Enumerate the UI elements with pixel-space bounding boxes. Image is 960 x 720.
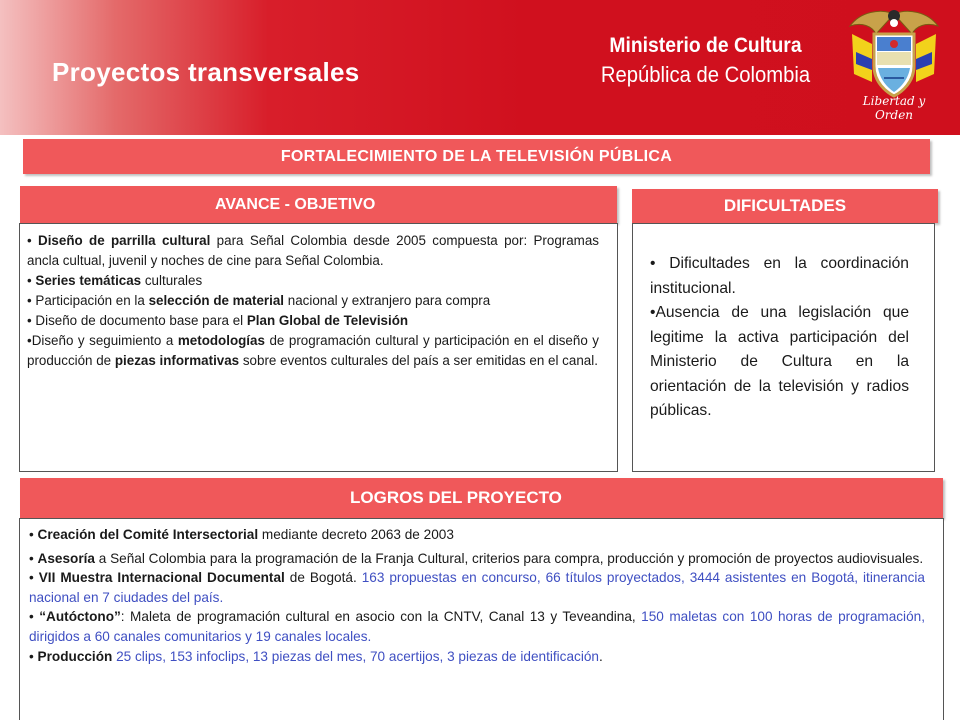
item-highlight-text: 25 clips, 153 infoclips, 13 piezas del mes, 70 acertijos, 3 piezas de identificación xyxy=(116,648,599,664)
logo-caption: Libertad y Orden xyxy=(862,94,926,122)
avance-heading: AVANCE - OBJETIVO xyxy=(20,186,617,223)
list-item xyxy=(27,231,599,271)
section-banner-main: FORTALECIMIENTO DE LA TELEVISIÓN PÚBLICA xyxy=(23,139,930,174)
item-text: de Bogotá. xyxy=(284,570,362,586)
list-item: •Ausencia de una legislación que legitime la activa participación del Ministerio de Cultura en la orientación de la televisión y radios públicas. xyxy=(650,304,909,419)
page-title: Proyectos transversales xyxy=(52,57,360,87)
bullet: • xyxy=(27,313,36,328)
item-text: Diseño y seguimiento a xyxy=(31,333,178,348)
item-bold-text: Diseño de parrilla cultural xyxy=(38,233,211,248)
item-text: . xyxy=(598,648,603,664)
bullet: • xyxy=(29,527,38,542)
colombia-coat-of-arms-icon xyxy=(842,4,946,102)
logros-list xyxy=(29,525,925,666)
item-text: para Señal Colombia desde 2005 compuesta por: Programas ancla cultual, juvenil y noches de cine para Señal Colombia. xyxy=(27,233,599,268)
item-text: mediante decreto 2063 de 2003 xyxy=(258,527,454,542)
item-text: sobre eventos culturales del país a ser emitidas en el canal. xyxy=(239,353,598,368)
item-text: de programación cultural y participación en el diseño y producción de xyxy=(27,333,599,368)
item-bold-text: metodologías xyxy=(177,333,265,348)
item-bold-text: VII Muestra Internacional Documental xyxy=(38,570,285,586)
item-bold-text: Plan Global de Televisión xyxy=(246,313,409,328)
item-text: Participación en la xyxy=(35,293,149,308)
logros-heading: LOGROS DEL PROYECTO xyxy=(20,478,943,518)
bullet: • xyxy=(29,609,40,625)
ministry-line2: República de Colombia xyxy=(600,62,811,87)
item-text: : Maleta de programación cultural en asocio con la CNTV, Canal 13 y Teveandina, xyxy=(120,609,642,625)
header-bar xyxy=(0,0,960,135)
list-item xyxy=(29,568,925,607)
list-item xyxy=(27,331,599,371)
item-text: . xyxy=(219,589,224,605)
avance-list xyxy=(27,231,599,371)
item-text: . xyxy=(367,628,372,644)
bullet: • xyxy=(27,333,32,348)
item-bold-text: selección de material xyxy=(148,293,285,308)
bullet: • xyxy=(29,570,39,586)
item-text: a Señal Colombia para la programación de la Franja Cultural, criterios para compra, producción y promoción de proyectos audiovisuales. xyxy=(94,550,924,566)
item-highlight-text: 150 maletas con 100 horas de programación, dirigidos a 60 canales comunitarios y 19 canales locales xyxy=(29,609,925,644)
item-text: culturales xyxy=(141,273,203,288)
ministry-name xyxy=(588,34,823,88)
list-item xyxy=(29,647,925,667)
list-item xyxy=(29,525,925,545)
dificultades-list xyxy=(650,252,909,424)
item-highlight-text: 163 propuestas en concurso, 66 títulos proyectados, 3444 asistentes en Bogotá, itinerancia nacional en 7 ciudades del país xyxy=(29,570,925,605)
ministry-line1: Ministerio de Cultura xyxy=(609,34,802,57)
bullet: • xyxy=(29,648,38,664)
dificultades-heading: DIFICULTADES xyxy=(632,189,938,223)
item-text: Diseño de documento base para el xyxy=(35,313,247,328)
list-item: • Dificultades en la coordinación institucional. xyxy=(650,255,909,297)
item-bold-text: Asesoría xyxy=(37,550,95,566)
item-text: nacional y extranjero para compra xyxy=(284,293,491,308)
list-item xyxy=(27,291,599,311)
bullet: • xyxy=(27,293,36,308)
item-bold-text: Series temáticas xyxy=(35,273,142,288)
list-item xyxy=(27,311,599,331)
list-item xyxy=(27,271,599,291)
bullet: • xyxy=(27,233,39,248)
item-bold-text: piezas informativas xyxy=(114,353,240,368)
item-bold-text: Creación del Comité Intersectorial xyxy=(37,527,259,542)
bullet: • xyxy=(27,273,36,288)
list-item xyxy=(29,549,925,569)
item-bold-text: “Autóctono” xyxy=(39,609,121,625)
list-item xyxy=(29,607,925,646)
item-bold-text: Producción xyxy=(37,648,113,664)
coat-of-arms-logo xyxy=(842,4,946,130)
bullet: • xyxy=(29,550,38,566)
